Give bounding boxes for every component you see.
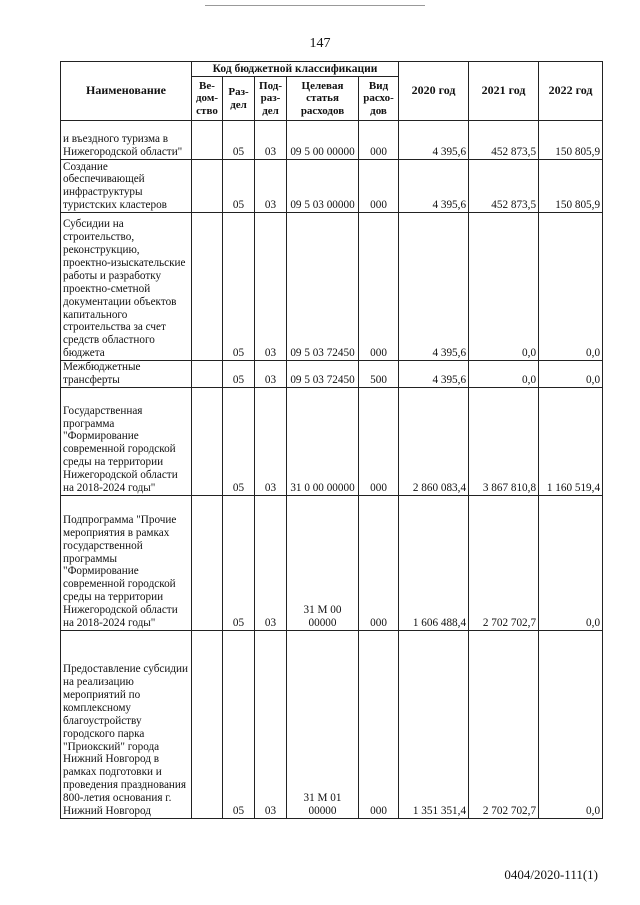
row-value-2022: 1 160 519,4 <box>539 387 603 495</box>
header-year-2020: 2020 год <box>399 62 469 121</box>
row-razdel: 05 <box>223 121 255 160</box>
row-razdel: 05 <box>223 160 255 213</box>
row-value-2021: 452 873,5 <box>469 160 539 213</box>
header-year-2022: 2022 год <box>539 62 603 121</box>
document-code: 0404/2020-111(1) <box>504 867 598 882</box>
header-vid-raskhodov: Вид расхо-дов <box>359 77 399 121</box>
row-value-2021: 3 867 810,8 <box>469 387 539 495</box>
header-podrazdel: Под-раз-дел <box>255 77 287 121</box>
row-vedomstvo <box>192 160 223 213</box>
row-value-2022: 150 805,9 <box>539 160 603 213</box>
row-value-2021: 2 702 702,7 <box>469 630 539 818</box>
row-podrazdel: 03 <box>255 121 287 160</box>
row-vid-raskhodov: 000 <box>359 630 399 818</box>
row-tselevaya-statya: 09 5 03 72450 <box>287 361 359 388</box>
row-vid-raskhodov: 500 <box>359 361 399 388</box>
header-tselevaya-statya: Целевая статья расходов <box>287 77 359 121</box>
row-vedomstvo <box>192 121 223 160</box>
row-name: Предоставление субсидии на реализацию мероприятий по комплексному благоустройству городского парка "Приокский" города Нижний Новгород в рамках подготовки и проведения празднования 800-летия основания г. Нижний Новгород <box>61 630 192 818</box>
row-podrazdel: 03 <box>255 387 287 495</box>
row-value-2021: 2 702 702,7 <box>469 495 539 630</box>
table-header <box>61 62 603 121</box>
budget-table <box>60 61 603 819</box>
row-value-2022: 0,0 <box>539 213 603 361</box>
row-tselevaya-statya: 31 0 00 00000 <box>287 387 359 495</box>
row-vedomstvo <box>192 495 223 630</box>
row-value-2021: 0,0 <box>469 213 539 361</box>
row-value-2020: 1 351 351,4 <box>399 630 469 818</box>
table-row <box>61 361 603 388</box>
row-tselevaya-statya: 09 5 03 72450 <box>287 213 359 361</box>
row-value-2020: 4 395,6 <box>399 361 469 388</box>
row-value-2021: 0,0 <box>469 361 539 388</box>
row-podrazdel: 03 <box>255 213 287 361</box>
row-name: Государственная программа "Формирование современной городской среды на территории Нижегородской области на 2018-2024 годы" <box>61 387 192 495</box>
row-tselevaya-statya: 09 5 00 00000 <box>287 121 359 160</box>
row-name: Подпрограмма "Прочие мероприятия в рамках государственной программы "Формирование современной городской среды на территории Нижегородской области на 2018-2024 годы" <box>61 495 192 630</box>
row-vedomstvo <box>192 387 223 495</box>
row-value-2020: 4 395,6 <box>399 121 469 160</box>
row-value-2022: 0,0 <box>539 630 603 818</box>
row-vid-raskhodov: 000 <box>359 121 399 160</box>
table-row <box>61 495 603 630</box>
row-vedomstvo <box>192 630 223 818</box>
row-vedomstvo <box>192 213 223 361</box>
row-tselevaya-statya: 09 5 03 00000 <box>287 160 359 213</box>
row-razdel: 05 <box>223 361 255 388</box>
row-podrazdel: 03 <box>255 361 287 388</box>
table-row <box>61 121 603 160</box>
row-razdel: 05 <box>223 387 255 495</box>
header-budget-code-group: Код бюджетной классификации <box>192 62 399 77</box>
header-year-2021: 2021 год <box>469 62 539 121</box>
row-podrazdel: 03 <box>255 495 287 630</box>
row-name: Субсидии на строительство, реконструкцию, проектно-изыскательские работы и разработку проектно-сметной документации объектов капитального строительства за счет средств областного бюджета <box>61 213 192 361</box>
row-value-2022: 0,0 <box>539 361 603 388</box>
row-vedomstvo <box>192 361 223 388</box>
row-podrazdel: 03 <box>255 160 287 213</box>
row-value-2022: 150 805,9 <box>539 121 603 160</box>
page-number: 147 <box>309 36 331 51</box>
row-name: Межбюджетные трансферты <box>61 361 192 388</box>
table-row <box>61 213 603 361</box>
row-vid-raskhodov: 000 <box>359 213 399 361</box>
scan-artifact-line <box>205 5 425 6</box>
row-vid-raskhodov: 000 <box>359 160 399 213</box>
header-razdel: Раз-дел <box>223 77 255 121</box>
row-tselevaya-statya: 31 М 00 00000 <box>287 495 359 630</box>
row-tselevaya-statya: 31 М 01 00000 <box>287 630 359 818</box>
row-name: и въездного туризма в Нижегородской области" <box>61 121 192 160</box>
row-razdel: 05 <box>223 495 255 630</box>
table-row <box>61 630 603 818</box>
table-row <box>61 387 603 495</box>
row-value-2020: 1 606 488,4 <box>399 495 469 630</box>
row-vid-raskhodov: 000 <box>359 495 399 630</box>
row-name: Создание обеспечивающей инфраструктуры туристских кластеров <box>61 160 192 213</box>
table-row <box>61 160 603 213</box>
row-value-2020: 4 395,6 <box>399 160 469 213</box>
row-podrazdel: 03 <box>255 630 287 818</box>
row-value-2021: 452 873,5 <box>469 121 539 160</box>
row-value-2020: 4 395,6 <box>399 213 469 361</box>
header-name: Наименование <box>61 62 192 121</box>
row-value-2020: 2 860 083,4 <box>399 387 469 495</box>
row-value-2022: 0,0 <box>539 495 603 630</box>
row-vid-raskhodov: 000 <box>359 387 399 495</box>
row-razdel: 05 <box>223 630 255 818</box>
row-razdel: 05 <box>223 213 255 361</box>
header-vedomstvo: Ве-дом-ство <box>192 77 223 121</box>
